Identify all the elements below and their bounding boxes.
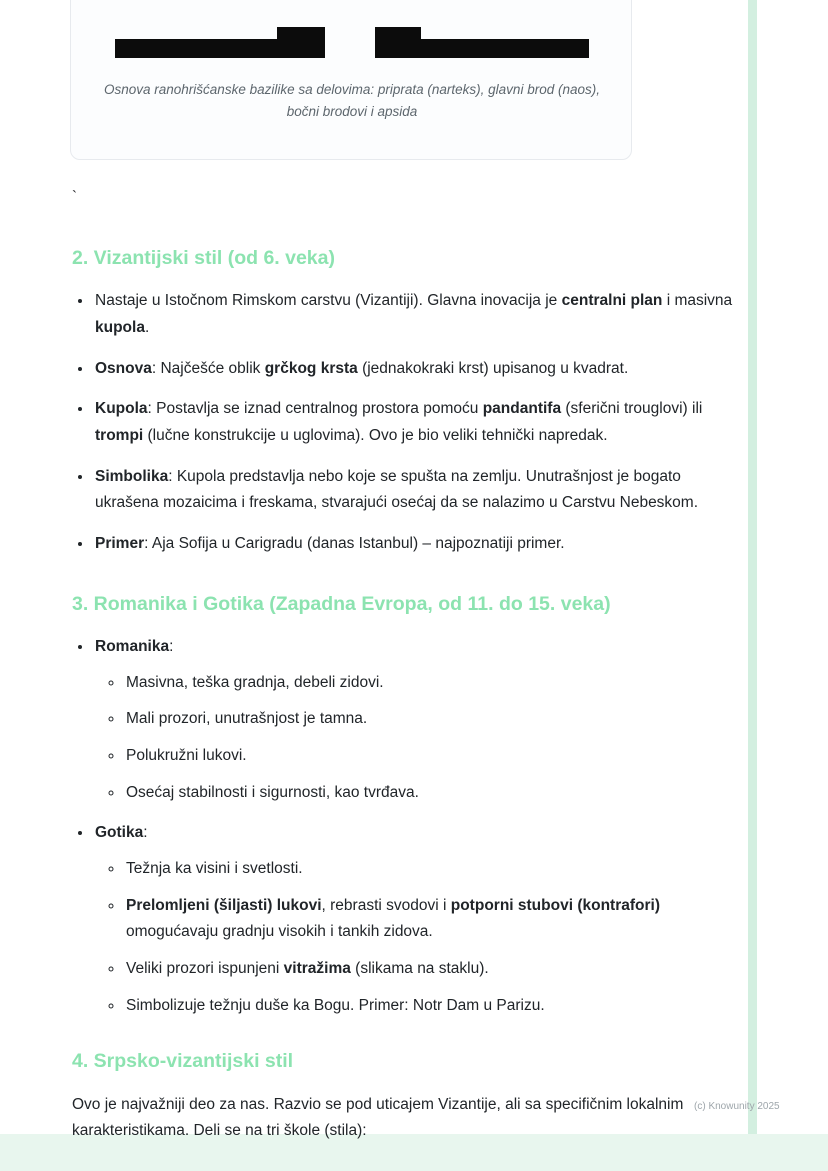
list-item: • Nastaje u Istočnom Rimskom carstvu (Vizantiji). Glavna inovacija je centralni plan i masivna kupola. xyxy=(93,288,738,341)
list-item-gotika xyxy=(93,820,738,1019)
section-heading-2: 2. Vizantijski stil (od 6. veka) xyxy=(72,247,335,269)
sub-list-item: ◦ Težnja ka visini i svetlosti. xyxy=(124,856,738,883)
sub-list-item: ◦ Polukružni lukovi. xyxy=(124,743,738,770)
sub-list-item: ◦ Prelomljeni (šiljasti) lukovi, rebrasti svodovi i potporni stubovi (kontrafori) omogućavaju gradnju visokih i tankih zidova. xyxy=(124,893,738,946)
list-item: • Primer: Aja Sofija u Carigradu (danas Istanbul) – najpoznatiji primer. xyxy=(93,531,738,558)
list-item-label: Gotika: xyxy=(95,824,148,842)
sub-list-gotika xyxy=(95,856,738,1019)
diagram-shape xyxy=(277,27,325,58)
notes-content xyxy=(72,246,738,1145)
bullet-list-section2 xyxy=(72,288,738,557)
list-item: • Simbolika: Kupola predstavlja nebo koje se spušta na zemlju. Unutrašnjost je bogato ukrašena mozaicima i freskama, stvarajući osećaj da se nalazimo u Carstvu Nebeskom. xyxy=(93,464,738,517)
background-strip-right xyxy=(748,0,757,1134)
figure-caption: Osnova ranohrišćanske bazilike sa delovima: priprata (narteks), glavni brod (naos), bočni brodovi i apsida xyxy=(104,82,600,120)
sub-list-item: ◦ Veliki prozori ispunjeni vitražima (slikama na staklu). xyxy=(124,956,738,983)
sub-list-item: ◦ Mali prozori, unutrašnjost je tamna. xyxy=(124,706,738,733)
list-item-label: Romanika: xyxy=(95,637,174,655)
diagram-shape xyxy=(375,39,589,58)
figure-card xyxy=(70,0,632,160)
stray-backtick: ` xyxy=(72,188,77,205)
sub-list-item: ◦ Masivna, teška gradnja, debeli zidovi. xyxy=(124,670,738,697)
list-item: • Osnova: Najčešće oblik grčkog krsta (jednakokraki krst) upisanog u kvadrat. xyxy=(93,356,738,383)
section-heading-4: 4. Srpsko-vizantijski stil xyxy=(72,1050,294,1073)
section-heading-3: 3. Romanika i Gotika (Zapadna Evropa, od 11. do 15. veka) xyxy=(72,592,611,615)
sub-list-romanika xyxy=(95,670,738,807)
list-item-romanika xyxy=(93,634,738,806)
sub-list-item: ◦ Osećaj stabilnosti i sigurnosti, kao tvrđava. xyxy=(124,780,738,807)
section4-paragraph: Ovo je najvažniji deo za nas. Razvio se pod uticajem Vizantije, ali sa specifičnim lokalnim karakteristikama. Deli se na tri škole (stila): xyxy=(72,1095,684,1140)
bullet-list-section3 xyxy=(72,634,738,1019)
list-item: • Kupola: Postavlja se iznad centralnog prostora pomoću pandantifa (sferični trouglovi) ili trompi (lučne konstrukcije u uglovima). Ovo je bio veliki tehnički napredak. xyxy=(93,396,738,449)
sub-list-item: ◦ Simbolizuje težnju duše ka Bogu. Primer: Notr Dam u Parizu. xyxy=(124,993,738,1020)
copyright-text: (c) Knowunity 2025 xyxy=(694,1101,780,1112)
basilica-plan-image xyxy=(71,0,631,67)
